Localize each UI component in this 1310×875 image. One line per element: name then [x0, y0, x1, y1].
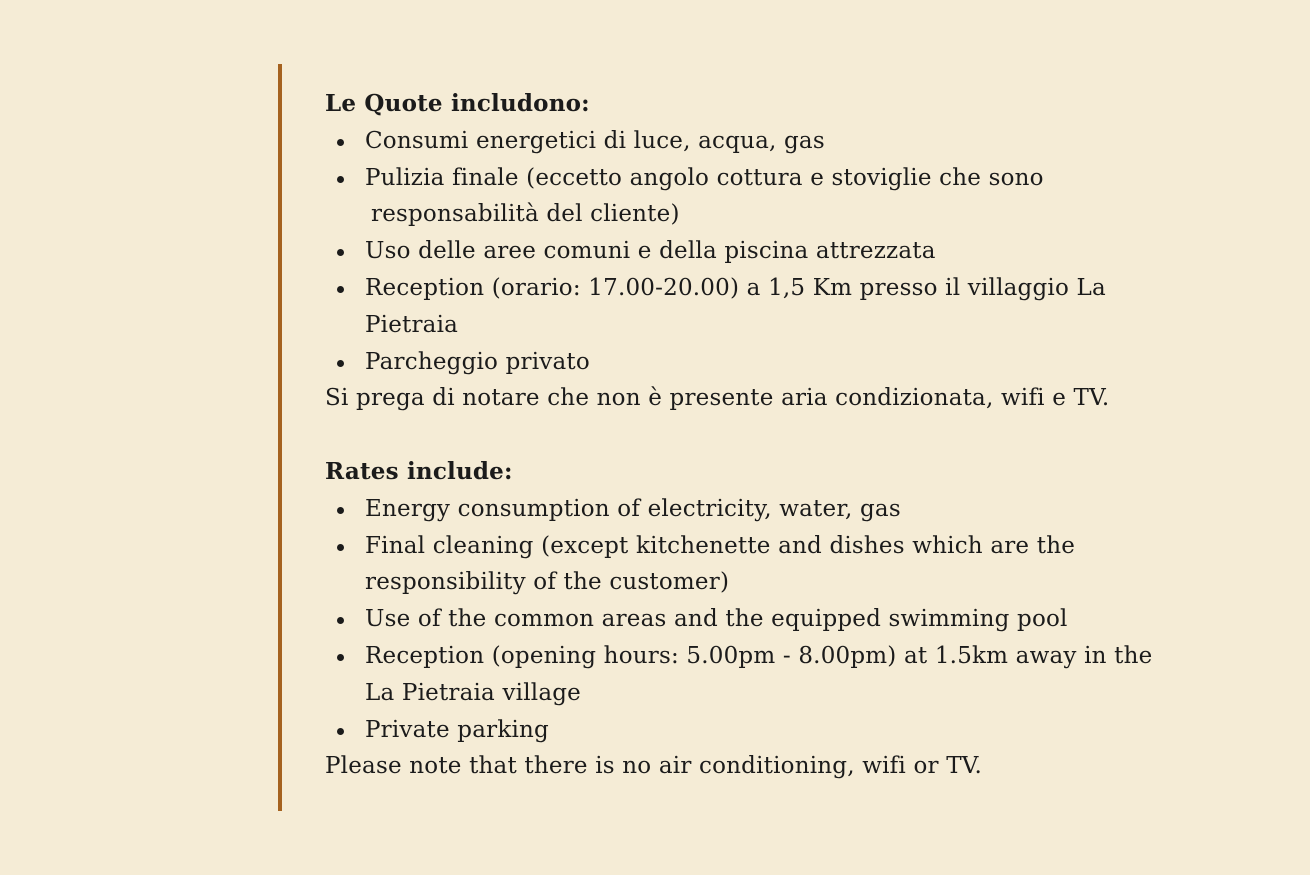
list-item-text: Consumi energetici di luce, acqua, gas — [365, 127, 825, 154]
list-item-text: Parcheggio privato — [365, 348, 590, 375]
bullet-icon — [337, 507, 344, 514]
list-item-text: Pulizia finale (eccetto angolo cottura e stoviglie che sono — [365, 164, 1044, 191]
italian-section-title: Le Quote includono: — [325, 90, 590, 117]
list-item — [325, 270, 1265, 344]
english-list — [325, 491, 1265, 749]
bullet-icon — [337, 544, 344, 551]
list-item — [325, 160, 1265, 234]
bullet-icon — [337, 617, 344, 624]
rates-info-panel — [325, 86, 1265, 785]
list-item — [325, 344, 1265, 381]
list-item-text: Reception (orario: 17.00-20.00) a 1,5 Km presso il villaggio La Pietraia — [365, 274, 1106, 338]
list-item-text: Uso delle aree comuni e della piscina attrezzata — [365, 238, 936, 265]
italian-note: Si prega di notare che non è presente aria condizionata, wifi e TV. — [325, 385, 1110, 412]
list-item-text: Final cleaning (except kitchenette and dishes which are the responsibility of the customer) — [365, 532, 1076, 596]
accent-bar — [278, 64, 282, 811]
list-item — [325, 528, 1265, 602]
bullet-icon — [337, 139, 344, 146]
list-item — [325, 123, 1265, 160]
bullet-icon — [337, 176, 344, 183]
list-item-text-continuation: responsabilità del cliente) — [371, 201, 680, 228]
english-note: Please note that there is no air conditioning, wifi or TV. — [325, 753, 983, 780]
bullet-icon — [337, 360, 344, 367]
list-item — [325, 601, 1265, 638]
list-item-text: Reception (opening hours: 5.00pm - 8.00pm) at 1.5km away in the La Pietraia village — [365, 642, 1153, 706]
italian-list — [325, 123, 1265, 381]
bullet-icon — [337, 249, 344, 256]
list-item — [325, 712, 1265, 749]
section-spacer — [325, 417, 1265, 454]
list-item — [325, 491, 1265, 528]
bullet-icon — [337, 654, 344, 661]
bullet-icon — [337, 286, 344, 293]
list-item — [325, 638, 1265, 712]
list-item — [325, 233, 1265, 270]
bullet-icon — [337, 728, 344, 735]
list-item-text: Private parking — [365, 716, 549, 743]
list-item-text: Use of the common areas and the equipped swimming pool — [365, 606, 1068, 633]
list-item-text: Energy consumption of electricity, water, gas — [365, 495, 901, 522]
english-section-title: Rates include: — [325, 457, 513, 485]
